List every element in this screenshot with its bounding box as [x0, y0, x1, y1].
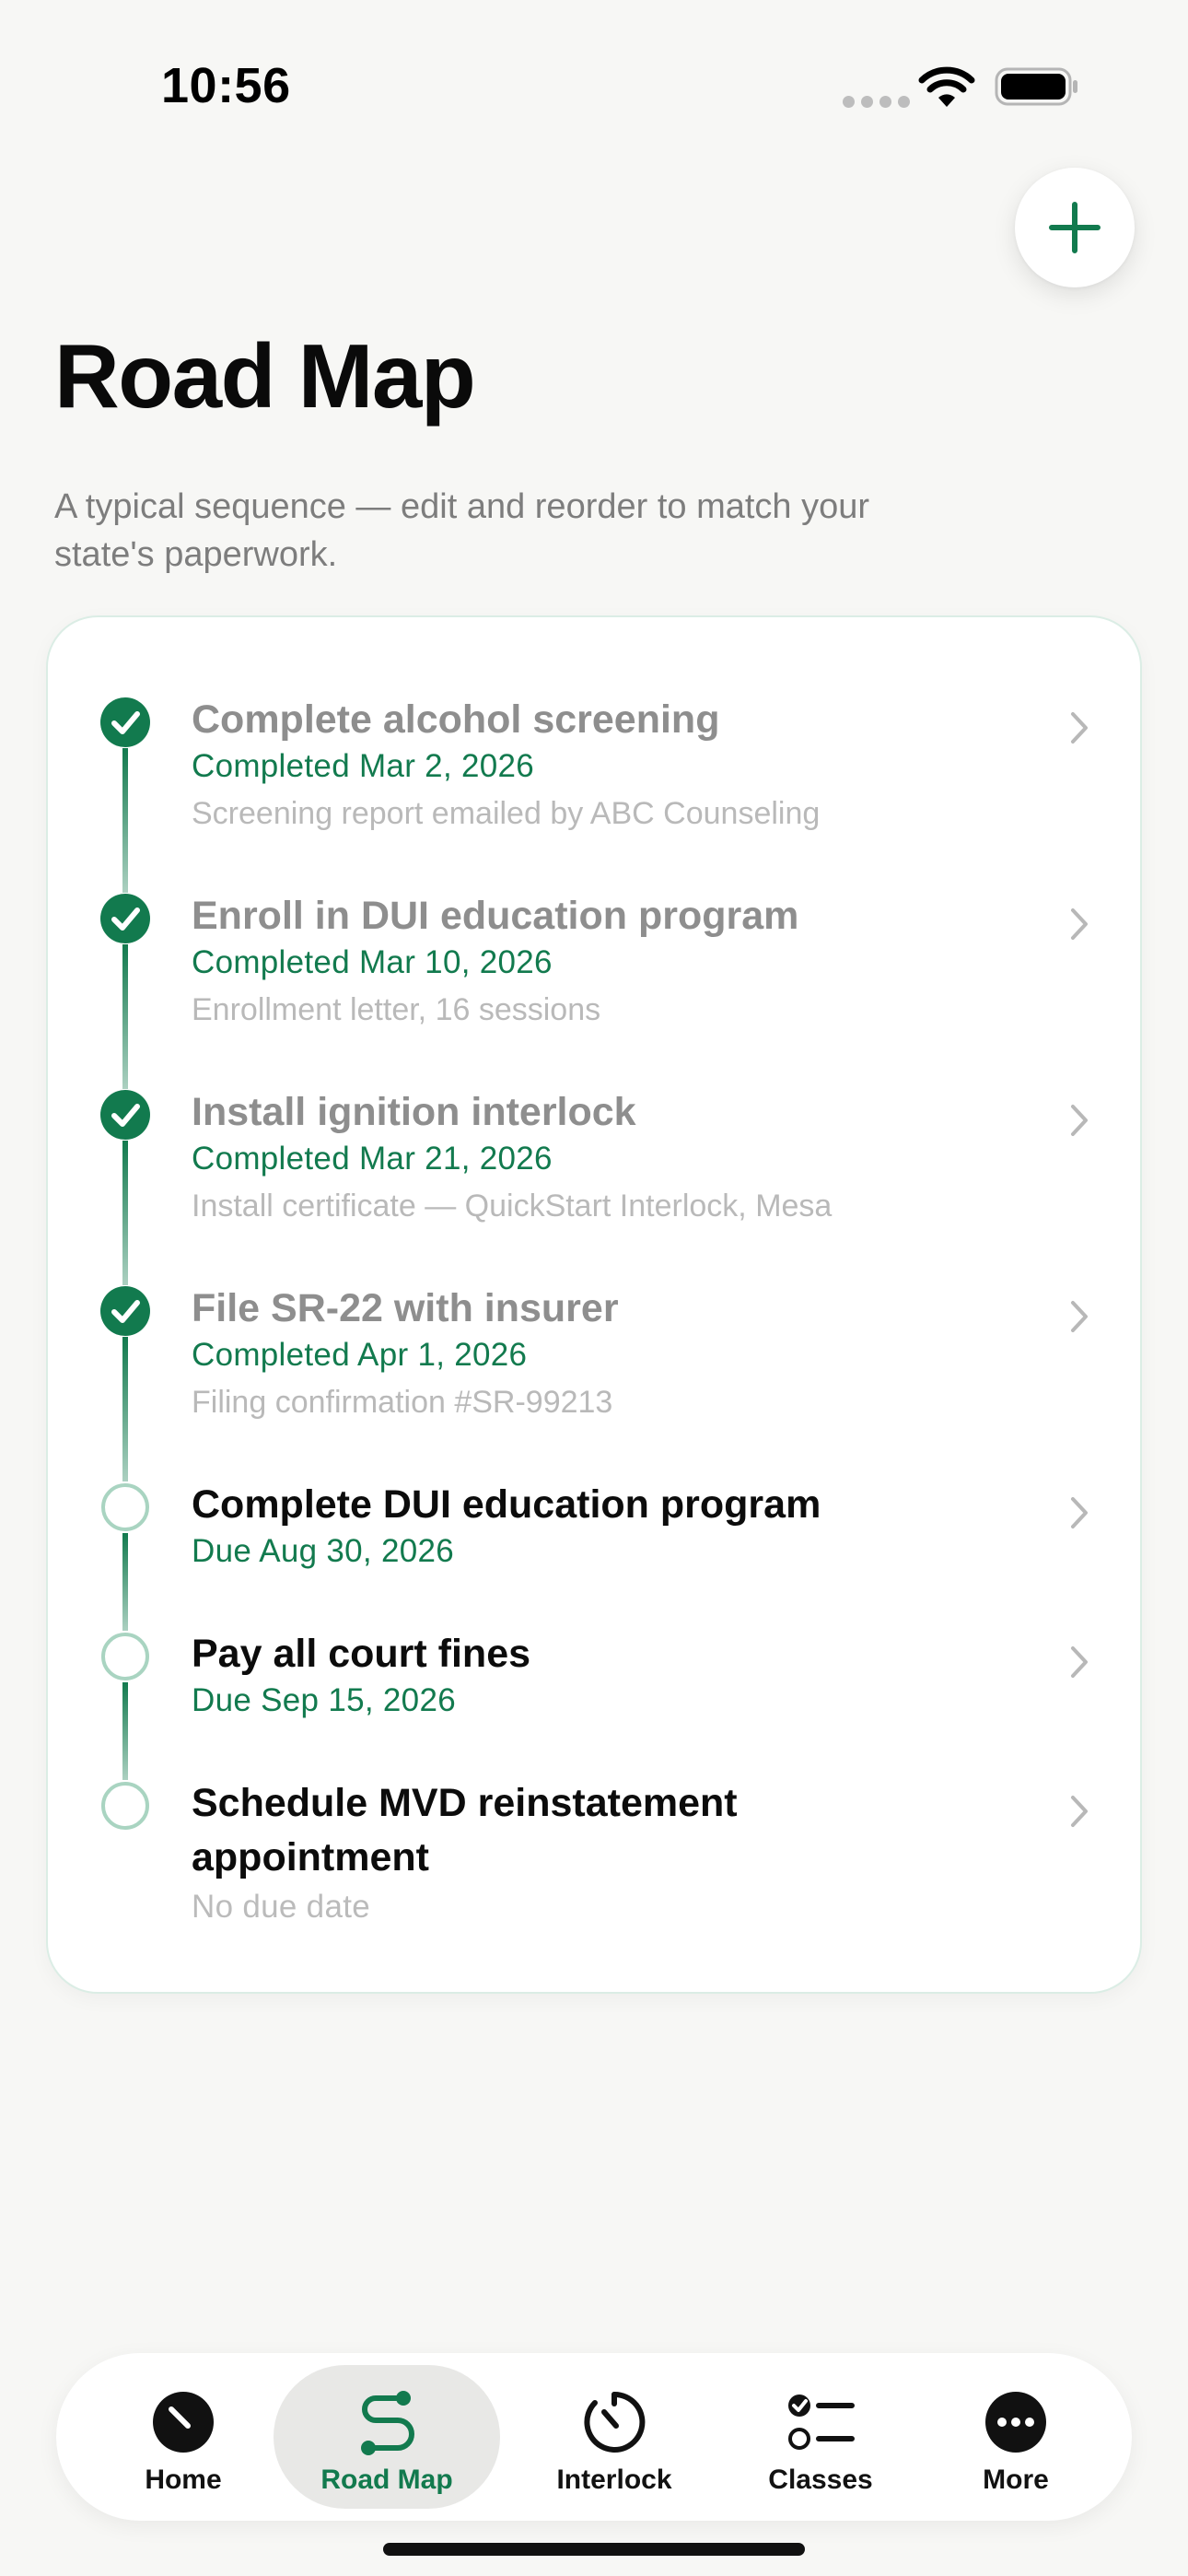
step-note: Filing confirmation #SR-99213: [192, 1385, 613, 1420]
step-status: Completed Mar 2, 2026: [192, 748, 535, 784]
step-note: Screening report emailed by ABC Counseling: [192, 796, 821, 831]
step-title: Complete DUI education program: [192, 1482, 821, 1527]
status-bar: [0, 0, 1188, 175]
tab-road-map[interactable]: [274, 2365, 500, 2509]
step-row[interactable]: [48, 1478, 1144, 1579]
chevron-right-icon: [1068, 709, 1090, 746]
add-step-button[interactable]: [1015, 168, 1135, 287]
ellipsis-circle-icon: [981, 2387, 1051, 2457]
chevron-right-icon: [1068, 1793, 1090, 1830]
tab-more[interactable]: [907, 2365, 1124, 2509]
road-map-card: [46, 615, 1142, 1994]
step-title: Enroll in DUI education program: [192, 894, 799, 938]
route-icon: [352, 2387, 422, 2457]
step-row[interactable]: [48, 889, 1144, 1027]
step-title: Install ignition interlock: [192, 1090, 636, 1134]
plus-icon: [1048, 201, 1101, 254]
tab-home[interactable]: [75, 2365, 292, 2509]
timer-icon: [579, 2387, 649, 2457]
step-row[interactable]: [48, 1627, 1144, 1728]
status-time: 10:56: [161, 58, 291, 113]
page-subtitle: A typical sequence — edit and reorder to match your state's paperwork.: [54, 487, 870, 574]
tab-label: Home: [145, 2465, 222, 2495]
cellular-signal-icon: [843, 96, 910, 108]
tab-classes[interactable]: [712, 2365, 929, 2509]
home-indicator: [383, 2543, 805, 2556]
chevron-right-icon: [1068, 1298, 1090, 1335]
battery-icon: [995, 66, 1079, 107]
chevron-right-icon: [1068, 1494, 1090, 1531]
step-title: Complete alcohol screening: [192, 697, 720, 742]
step-status: Due Sep 15, 2026: [192, 1682, 456, 1718]
chevron-right-icon: [1068, 1644, 1090, 1680]
tab-label: Classes: [768, 2465, 873, 2495]
checklist-icon: [786, 2387, 856, 2457]
tab-interlock[interactable]: [506, 2365, 723, 2509]
step-status: No due date: [192, 1889, 371, 1925]
step-row[interactable]: [48, 1085, 1144, 1224]
wifi-icon: [917, 66, 976, 111]
step-title: Schedule MVD reinstatement appointment: [192, 1781, 738, 1879]
tab-label: More: [983, 2465, 1049, 2495]
step-row[interactable]: [48, 1776, 1144, 1933]
step-status: Due Aug 30, 2026: [192, 1533, 455, 1569]
step-row[interactable]: [48, 1282, 1144, 1420]
tab-label: Road Map: [320, 2465, 453, 2495]
chevron-right-icon: [1068, 906, 1090, 943]
step-title: File SR-22 with insurer: [192, 1286, 619, 1330]
step-title: Pay all court fines: [192, 1632, 531, 1676]
step-status: Completed Mar 10, 2026: [192, 944, 553, 980]
speedometer-icon: [148, 2387, 218, 2457]
chevron-right-icon: [1068, 1102, 1090, 1139]
tab-bar: [56, 2353, 1132, 2521]
step-row[interactable]: [48, 693, 1144, 831]
step-status: Completed Apr 1, 2026: [192, 1337, 528, 1373]
page-title: Road Map: [54, 325, 475, 427]
tab-label: Interlock: [556, 2465, 672, 2495]
step-note: Enrollment letter, 16 sessions: [192, 992, 601, 1027]
step-status: Completed Mar 21, 2026: [192, 1141, 553, 1177]
step-note: Install certificate — QuickStart Interlock, Mesa: [192, 1188, 833, 1224]
